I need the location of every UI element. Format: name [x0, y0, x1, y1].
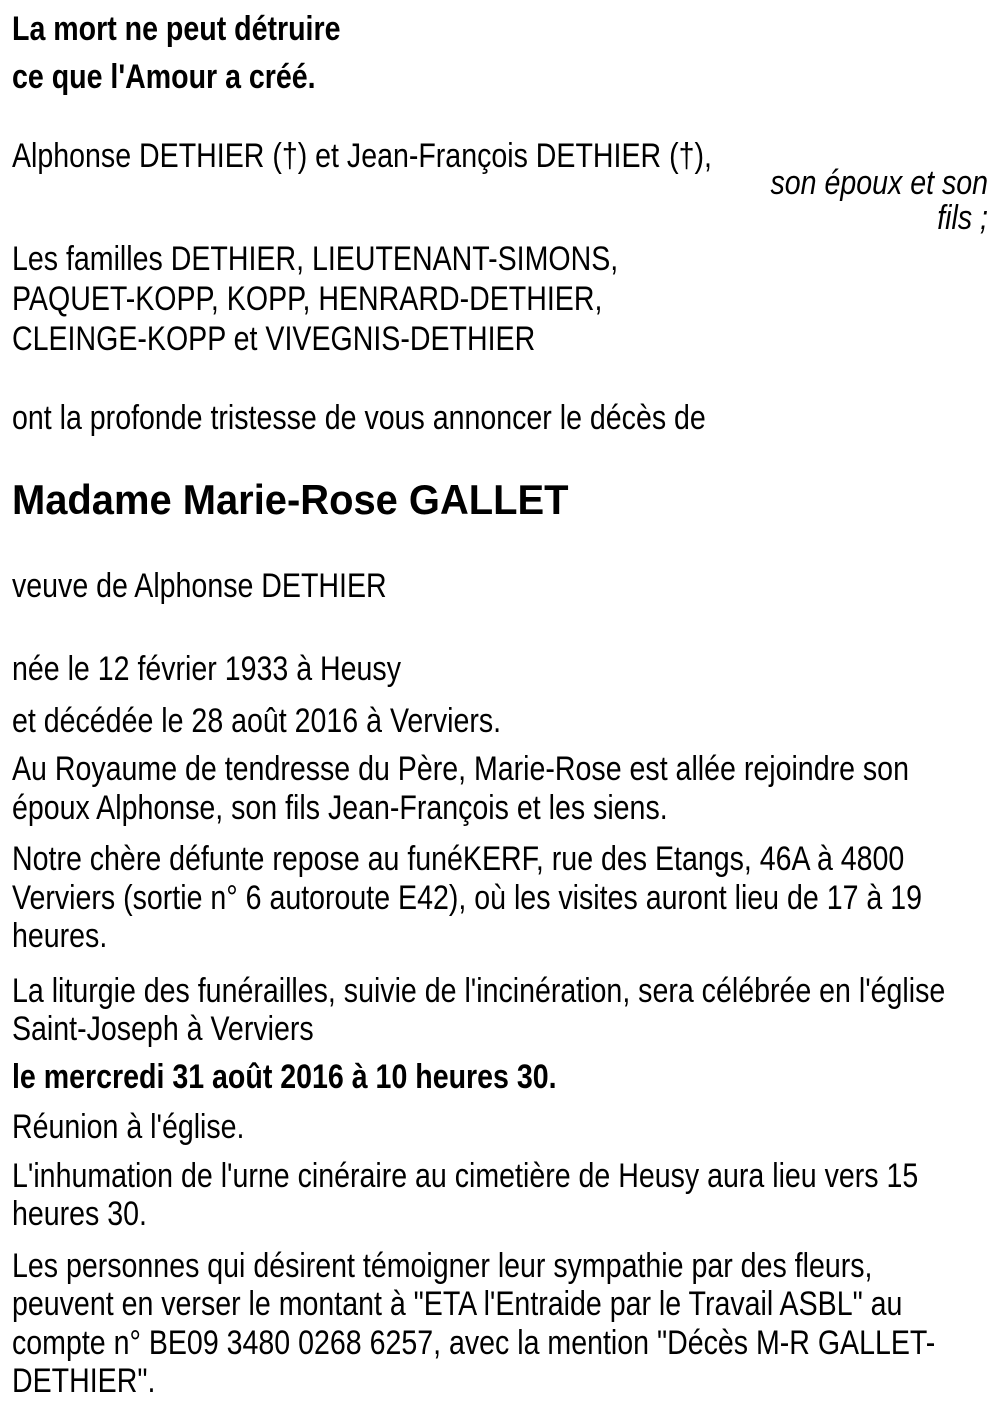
widow-line: veuve de Alphonse DETHIER — [12, 567, 387, 605]
repose-line-2: Verviers (sortie n° 6 autoroute E42), où les visites auront lieu de 17 à 19 — [12, 878, 922, 917]
tribute-line-2: époux Alphonse, son fils Jean-François et les siens. — [12, 788, 668, 827]
announcers-line: Alphonse DETHIER (†) et Jean-François DETHIER (†), — [12, 137, 712, 175]
liturgy-line-2: Saint-Joseph à Verviers — [12, 1010, 314, 1048]
meeting-line: Réunion à l'église. — [12, 1107, 245, 1146]
flowers-line-4: DETHIER". — [12, 1362, 156, 1400]
tribute-line-1: Au Royaume de tendresse du Père, Marie-Rose est allée rejoindre son — [12, 750, 909, 788]
obituary-notice — [0, 10, 1000, 1401]
flowers-line-1: Les personnes qui désirent témoigner leur sympathie par des fleurs, — [12, 1246, 873, 1285]
inhumation-line-2: heures 30. — [12, 1195, 147, 1233]
liturgy-line-1: La liturgie des funérailles, suivie de l'incinération, sera célébrée en l'église — [12, 971, 946, 1010]
families-line-3: CLEINGE-KOPP et VIVEGNIS-DETHIER — [12, 320, 536, 358]
birth-line: née le 12 février 1933 à Heusy — [12, 650, 401, 688]
ceremony-date-line: le mercredi 31 août 2016 à 10 heures 30. — [12, 1057, 557, 1096]
flowers-line-2: peuvent en verser le montant à "ETA l'Entraide par le Travail ASBL" au — [12, 1285, 903, 1323]
relation-line-1: son époux et son — [770, 164, 988, 202]
inhumation-line-1: L'inhumation de l'urne cinéraire au cimetière de Heusy aura lieu vers 15 — [12, 1156, 919, 1195]
epitaph-line-1: La mort ne peut détruire — [12, 10, 341, 48]
relation-line-2: fils ; — [937, 199, 988, 237]
announcement-intro: ont la profonde tristesse de vous annoncer le décès de — [12, 399, 706, 437]
repose-line-3: heures. — [12, 917, 108, 955]
flowers-line-3: compte n° BE09 3480 0268 6257, avec la mention "Décès M-R GALLET- — [12, 1323, 936, 1362]
death-line: et décédée le 28 août 2016 à Verviers. — [12, 702, 502, 740]
epitaph-line-2: ce que l'Amour a créé. — [12, 58, 316, 96]
deceased-name-heading: Madame Marie-Rose GALLET — [12, 476, 569, 523]
repose-line-1: Notre chère défunte repose au funéKERF, rue des Etangs, 46A à 4800 — [12, 840, 905, 878]
families-line-1: Les familles DETHIER, LIEUTENANT-SIMONS, — [12, 240, 619, 278]
families-line-2: PAQUET-KOPP, KOPP, HENRARD-DETHIER, — [12, 280, 603, 318]
